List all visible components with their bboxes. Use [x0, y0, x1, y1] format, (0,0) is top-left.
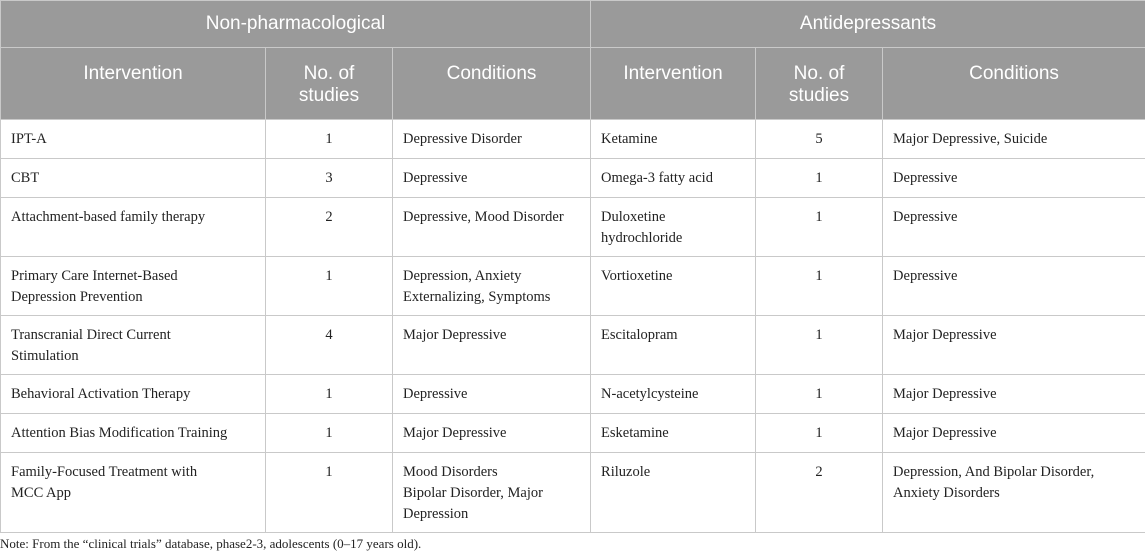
ad-intervention-cell — [591, 159, 756, 198]
group-header-non-pharmacological: Non-pharmacological — [1, 1, 591, 48]
table-row — [1, 414, 1145, 453]
cell-text-line: N-acetylcysteine — [601, 386, 699, 402]
ad-studies-cell: 1 — [756, 257, 883, 316]
cell-text-line: Depression, And Bipolar Disorder, — [893, 464, 1095, 480]
cell-text-line: Depression Prevention — [11, 289, 143, 305]
cell-text-line: Major Depressive — [403, 425, 507, 441]
cell-text-line: Depressive — [403, 170, 468, 186]
cell-text-line: Bipolar Disorder, Major — [403, 485, 543, 501]
np-studies-cell: 1 — [266, 120, 393, 159]
table-row — [1, 375, 1145, 414]
cell-text-line: Depressive — [893, 170, 958, 186]
cell-text-line: Escitalopram — [601, 327, 678, 343]
np-intervention-cell — [1, 159, 266, 198]
ad-studies-cell: 1 — [756, 414, 883, 453]
cell-text-line: Depressive, Mood Disorder — [403, 209, 564, 225]
ad-conditions-cell — [883, 316, 1145, 375]
np-conditions-cell — [393, 375, 591, 414]
cell-text-line: Stimulation — [11, 348, 79, 364]
cell-text-line: Depressive — [893, 268, 958, 284]
col-header-studies-line2: studies — [788, 85, 850, 106]
table-row — [1, 257, 1145, 316]
cell-text-line: Mood Disorders — [403, 464, 498, 480]
ad-intervention-cell — [591, 375, 756, 414]
np-studies-cell: 1 — [266, 375, 393, 414]
cell-text-line: Depression, Anxiety — [403, 268, 522, 284]
cell-text-line: Riluzole — [601, 464, 651, 480]
col-header-ad-intervention: Intervention — [591, 48, 756, 120]
cell-text-line: Anxiety Disorders — [893, 485, 1000, 501]
np-studies-cell: 3 — [266, 159, 393, 198]
np-conditions-cell — [393, 453, 591, 533]
ad-intervention-cell — [591, 316, 756, 375]
cell-text-line: Major Depressive — [893, 386, 997, 402]
col-header-np-intervention: Intervention — [1, 48, 266, 120]
ad-intervention-cell — [591, 453, 756, 533]
cell-text-line: Major Depressive — [893, 327, 997, 343]
col-header-ad-conditions: Conditions — [883, 48, 1145, 120]
cell-text-line: Duloxetine — [601, 209, 666, 225]
cell-text-line: MCC App — [11, 485, 72, 501]
cell-text-line: Behavioral Activation Therapy — [11, 386, 191, 402]
ad-conditions-cell — [883, 375, 1145, 414]
ad-conditions-cell — [883, 257, 1145, 316]
np-studies-cell: 2 — [266, 198, 393, 257]
cell-text-line: Primary Care Internet-Based — [11, 268, 178, 284]
cell-text-line: Esketamine — [601, 425, 669, 441]
col-header-ad-studies — [756, 48, 883, 120]
col-header-studies-line1: No. of — [303, 63, 355, 84]
ad-conditions-cell — [883, 414, 1145, 453]
table-row — [1, 316, 1145, 375]
np-studies-cell: 1 — [266, 414, 393, 453]
np-intervention-cell — [1, 257, 266, 316]
table-row — [1, 453, 1145, 533]
np-intervention-cell — [1, 375, 266, 414]
cell-text-line: Major Depressive — [893, 425, 997, 441]
group-header-antidepressants: Antidepressants — [591, 1, 1145, 48]
cell-text-line: Transcranial Direct Current — [11, 327, 171, 343]
np-intervention-cell — [1, 414, 266, 453]
cell-text-line: Depressive — [893, 209, 958, 225]
ad-conditions-cell — [883, 198, 1145, 257]
ad-studies-cell: 1 — [756, 198, 883, 257]
np-conditions-cell — [393, 120, 591, 159]
ad-intervention-cell — [591, 257, 756, 316]
ad-conditions-cell — [883, 453, 1145, 533]
cell-text-line: CBT — [11, 170, 40, 186]
table-header — [1, 1, 1145, 120]
table-row — [1, 159, 1145, 198]
ad-studies-cell: 1 — [756, 316, 883, 375]
col-header-np-conditions: Conditions — [393, 48, 591, 120]
cell-text-line: Omega-3 fatty acid — [601, 170, 713, 186]
table-body — [1, 120, 1145, 533]
ad-studies-cell: 1 — [756, 375, 883, 414]
np-intervention-cell — [1, 453, 266, 533]
cell-text-line: Ketamine — [601, 131, 658, 147]
table-row — [1, 120, 1145, 159]
np-studies-cell: 4 — [266, 316, 393, 375]
ad-intervention-cell — [591, 198, 756, 257]
ad-studies-cell: 5 — [756, 120, 883, 159]
np-conditions-cell — [393, 257, 591, 316]
cell-text-line: Depressive — [403, 386, 468, 402]
ad-studies-cell: 1 — [756, 159, 883, 198]
cell-text-line: Attention Bias Modification Training — [11, 425, 228, 441]
np-conditions-cell — [393, 316, 591, 375]
col-header-studies-line2: studies — [298, 85, 360, 106]
np-conditions-cell — [393, 198, 591, 257]
cell-text-line: Major Depressive — [403, 327, 507, 343]
col-header-np-studies — [266, 48, 393, 120]
np-studies-cell: 1 — [266, 453, 393, 533]
np-intervention-cell — [1, 198, 266, 257]
ad-intervention-cell — [591, 120, 756, 159]
cell-text-line: IPT-A — [11, 131, 47, 147]
np-studies-cell: 1 — [266, 257, 393, 316]
cell-text-line: Vortioxetine — [601, 268, 673, 284]
cell-text-line: Major Depressive, Suicide — [893, 131, 1048, 147]
np-conditions-cell — [393, 159, 591, 198]
np-conditions-cell — [393, 414, 591, 453]
np-intervention-cell — [1, 316, 266, 375]
ad-conditions-cell — [883, 120, 1145, 159]
cell-text-line: Externalizing, Symptoms — [403, 289, 551, 305]
cell-text-line: Depression — [403, 506, 469, 522]
cell-text-line: Depressive Disorder — [403, 131, 522, 147]
cell-text-line: Attachment-based family therapy — [11, 209, 206, 225]
table-note: Note: From the “clinical trials” database, phase2-3, adolescents (0–17 years old). — [0, 536, 422, 551]
cell-text-line: Family-Focused Treatment with — [11, 464, 198, 480]
cell-text-line: hydrochloride — [601, 230, 683, 246]
ad-intervention-cell — [591, 414, 756, 453]
table-row — [1, 198, 1145, 257]
ad-conditions-cell — [883, 159, 1145, 198]
np-intervention-cell — [1, 120, 266, 159]
col-header-studies-line1: No. of — [793, 63, 845, 84]
ad-studies-cell: 2 — [756, 453, 883, 533]
